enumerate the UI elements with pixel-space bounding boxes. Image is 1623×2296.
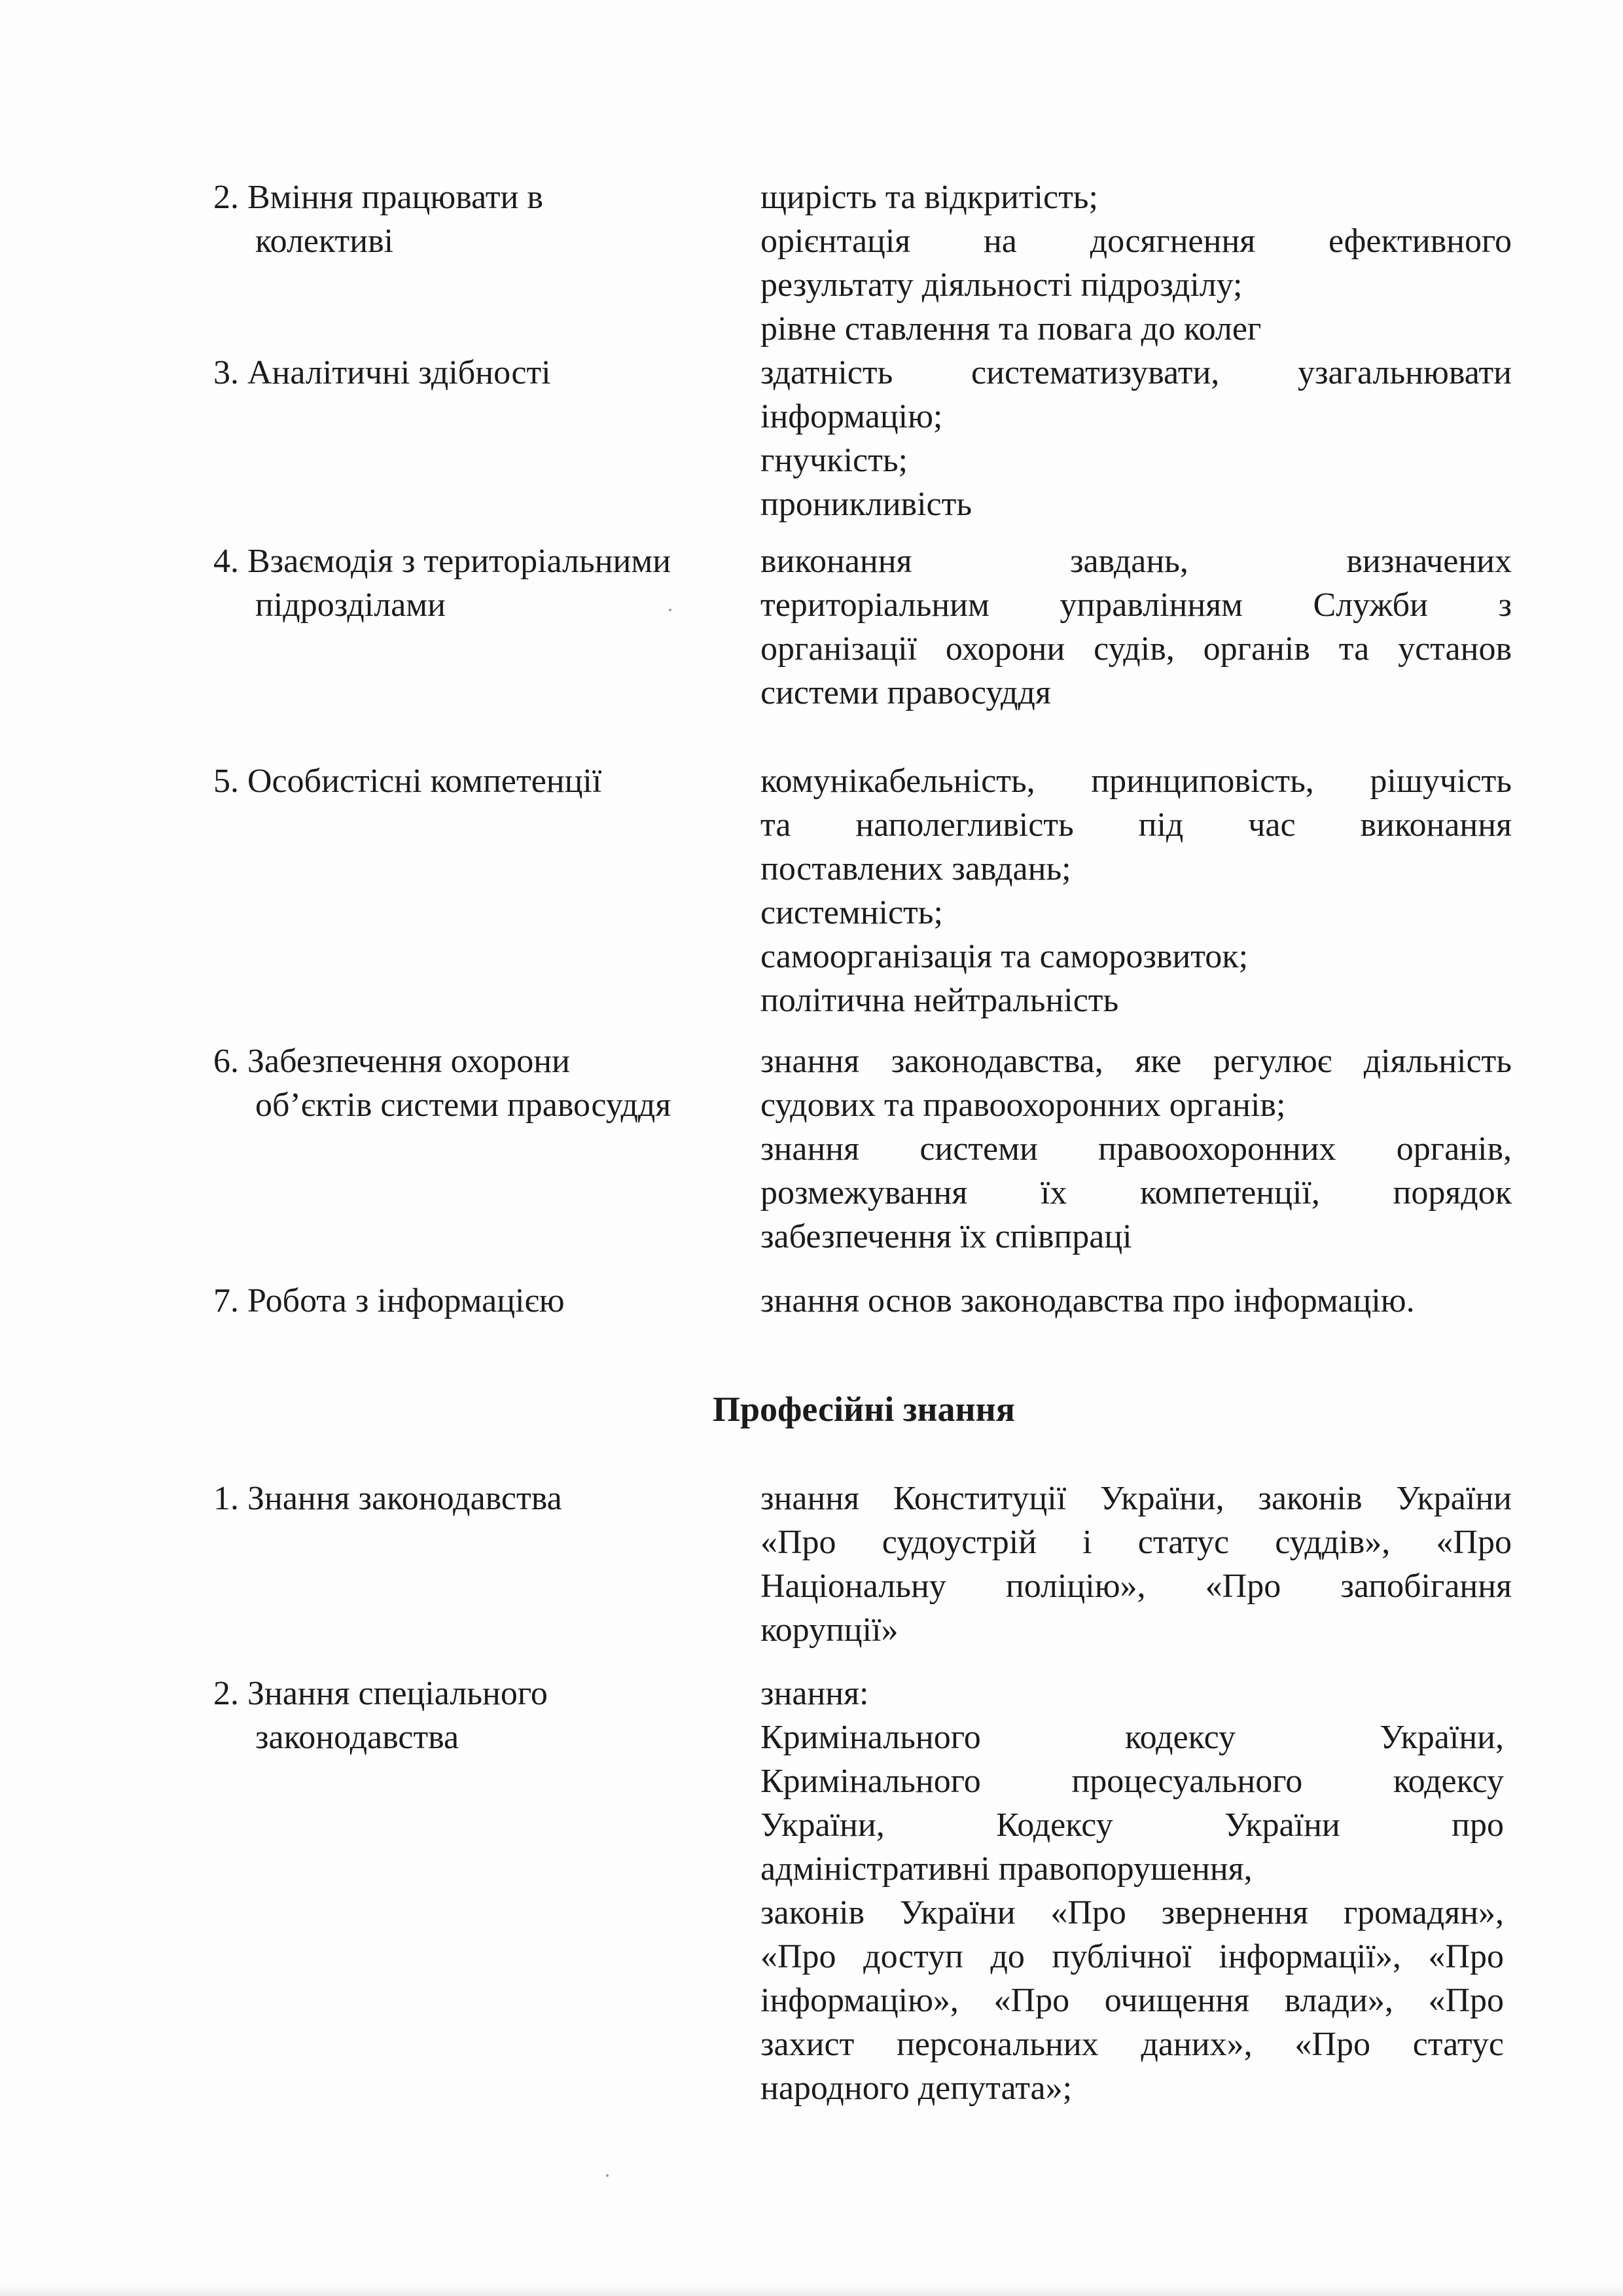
description-line: комунікабельність, принциповість, рішучість — [760, 762, 1512, 800]
description-line: рівне ставлення та повага до колег — [760, 310, 1262, 348]
description-line: захист персональних даних», «Про статус — [760, 2026, 1504, 2063]
description-line: результату діяльності підрозділу; — [760, 266, 1243, 304]
description-line: забезпечення їх співпраці — [760, 1218, 1132, 1255]
description-line: Кримінального кодексу України, — [760, 1719, 1504, 1756]
description-line: системність; — [760, 894, 943, 931]
description-line: Національну поліцію», «Про запобігання — [760, 1568, 1512, 1605]
description-line: інформацію; — [760, 398, 943, 435]
competency-label — [213, 759, 730, 803]
description-line: орієнтація на досягнення ефективного — [760, 223, 1512, 260]
competency-label — [213, 351, 730, 395]
description-line: розмежування їх компетенції, порядок — [760, 1174, 1512, 1211]
competency-label-line: підрозділами — [255, 586, 446, 624]
description-line: та наполегливість під час виконання — [760, 806, 1512, 844]
competency-label-line: 7. Робота з інформацією — [213, 1282, 565, 1319]
description-line: «Про судоустрій і статус суддів», «Про — [760, 1524, 1512, 1561]
description-line: корупції» — [760, 1611, 899, 1649]
description-line: адміністративні правопорушення, — [760, 1850, 1253, 1888]
section-title: Професійні знання — [713, 1390, 1015, 1429]
description-line: народного депутата»; — [760, 2070, 1073, 2107]
description-line: здатність систематизувати, узагальнювати — [760, 354, 1512, 391]
description-line: законів України «Про звернення громадян», — [760, 1894, 1504, 1931]
description-line: знання: — [760, 1675, 869, 1712]
competency-label — [213, 175, 730, 263]
competency-description — [760, 759, 1512, 1022]
description-line: виконання завдань, визначених — [760, 543, 1512, 580]
description-line: самоорганізація та саморозвиток; — [760, 938, 1249, 975]
description-line: гнучкість; — [760, 442, 908, 479]
description-line: знання основ законодавства про інформацію. — [760, 1282, 1415, 1319]
description-line: інформацію», «Про очищення влади», «Про — [760, 1982, 1504, 2019]
competency-description — [760, 175, 1512, 351]
competency-label — [213, 1279, 730, 1323]
description-line: політична нейтральність — [760, 982, 1119, 1019]
description-line: організації охорони судів, органів та установ — [760, 630, 1512, 668]
competency-label-line: 3. Аналітичні здібності — [213, 354, 551, 391]
competency-description — [760, 1279, 1512, 1323]
description-line: України, Кодексу України про — [760, 1806, 1504, 1844]
description-line: знання системи правоохоронних органів, — [760, 1130, 1512, 1168]
competency-label-line: 2. Вміння працювати в — [213, 179, 543, 216]
competency-label — [213, 539, 730, 627]
competency-description — [760, 1039, 1512, 1259]
scan-edge — [0, 2284, 1623, 2296]
knowledge-label — [213, 1477, 730, 1520]
competency-label-line: 4. Взаємодія з територіальними — [213, 543, 671, 580]
description-line: щирість та відкритість; — [760, 179, 1098, 216]
competency-label — [213, 1039, 730, 1127]
competency-label-line: 6. Забезпечення охорони — [213, 1043, 570, 1080]
knowledge-label-line: законодавства — [255, 1719, 459, 1756]
scan-speck — [606, 2174, 609, 2177]
description-line: проникливість — [760, 486, 972, 523]
knowledge-description — [760, 1477, 1512, 1652]
competency-label-line: 5. Особистісні компетенції — [213, 762, 602, 800]
competency-description — [760, 539, 1512, 715]
knowledge-label — [213, 1672, 730, 1759]
description-line: територіальним управлінням Служби з — [760, 586, 1512, 624]
knowledge-label-line: 2. Знання спеціального — [213, 1675, 548, 1712]
competency-label-line: колективі — [255, 223, 394, 260]
description-line: «Про доступ до публічної інформації», «Про — [760, 1938, 1504, 1975]
description-line: системи правосуддя — [760, 674, 1051, 711]
description-line: судових та правоохоронних органів; — [760, 1086, 1286, 1124]
knowledge-description — [760, 1672, 1504, 2110]
competency-label-line: об’єктів системи правосуддя — [255, 1086, 671, 1124]
description-line: знання Конституції України, законів України — [760, 1480, 1512, 1517]
description-line: поставлених завдань; — [760, 850, 1071, 888]
description-line: знання законодавства, яке регулює діяльність — [760, 1043, 1512, 1080]
competency-description — [760, 351, 1512, 526]
description-line: Кримінального процесуального кодексу — [760, 1763, 1504, 1800]
scan-speck — [669, 609, 671, 611]
knowledge-label-line: 1. Знання законодавства — [213, 1480, 562, 1517]
